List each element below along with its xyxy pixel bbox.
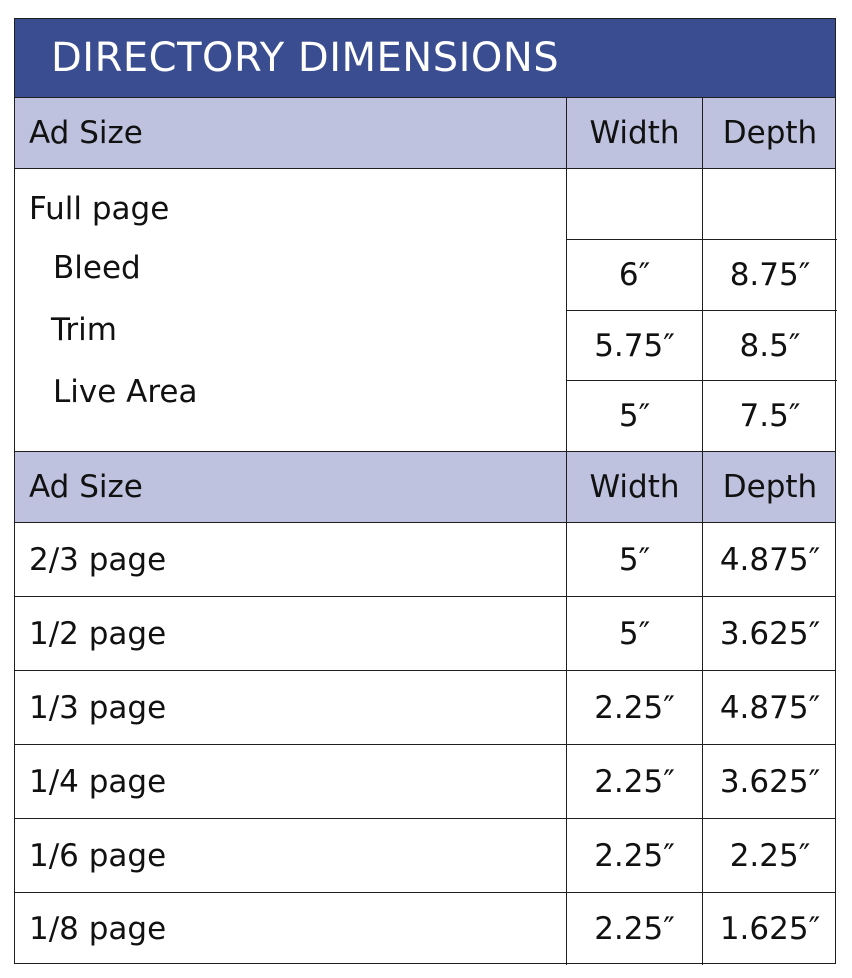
ad-size-cell: 2/3 page bbox=[29, 541, 167, 578]
live-area-label: Live Area bbox=[53, 374, 198, 410]
table-title: DIRECTORY DIMENSIONS bbox=[15, 19, 835, 98]
header-depth: Depth bbox=[702, 452, 837, 522]
table-row bbox=[15, 819, 835, 893]
trim-width: 5.75″ bbox=[566, 311, 702, 381]
header-ad-size: Ad Size bbox=[29, 115, 143, 151]
depth-cell: 4.875″ bbox=[702, 523, 837, 596]
bleed-width: 6″ bbox=[566, 240, 702, 311]
header-width: Width bbox=[566, 98, 702, 168]
live-area-width: 5″ bbox=[566, 381, 702, 451]
full-page-label: Full page bbox=[29, 191, 170, 227]
table-row bbox=[15, 523, 835, 597]
full-page-width-empty bbox=[566, 169, 702, 240]
header-width: Width bbox=[566, 452, 702, 522]
width-cell: 2.25″ bbox=[566, 745, 702, 818]
bleed-depth: 8.75″ bbox=[702, 240, 837, 311]
ad-size-cell: 1/3 page bbox=[29, 689, 167, 726]
width-cell: 5″ bbox=[566, 523, 702, 596]
trim-label: Trim bbox=[51, 312, 117, 348]
width-cell: 5″ bbox=[566, 597, 702, 670]
header-depth: Depth bbox=[702, 98, 837, 168]
full-page-block bbox=[15, 169, 835, 452]
trim-depth: 8.5″ bbox=[702, 311, 837, 381]
ad-size-cell: 1/4 page bbox=[29, 763, 167, 800]
table-row bbox=[15, 893, 835, 965]
bleed-label: Bleed bbox=[53, 250, 141, 286]
table-row bbox=[15, 597, 835, 671]
ad-size-cell: 1/6 page bbox=[29, 837, 167, 874]
directory-dimensions-table bbox=[14, 18, 836, 964]
live-area-depth: 7.5″ bbox=[702, 381, 837, 451]
width-cell: 2.25″ bbox=[566, 671, 702, 744]
depth-cell: 3.625″ bbox=[702, 597, 837, 670]
width-cell: 2.25″ bbox=[566, 819, 702, 892]
full-page-depth-empty bbox=[702, 169, 837, 240]
header-ad-size: Ad Size bbox=[29, 469, 143, 505]
header-row-2 bbox=[15, 452, 835, 523]
ad-size-cell: 1/8 page bbox=[29, 911, 167, 947]
header-row bbox=[15, 98, 835, 169]
depth-cell: 2.25″ bbox=[702, 819, 837, 892]
table-row bbox=[15, 745, 835, 819]
depth-cell: 1.625″ bbox=[702, 893, 837, 965]
depth-cell: 3.625″ bbox=[702, 745, 837, 818]
table-row bbox=[15, 671, 835, 745]
ad-size-cell: 1/2 page bbox=[29, 615, 167, 652]
width-cell: 2.25″ bbox=[566, 893, 702, 965]
depth-cell: 4.875″ bbox=[702, 671, 837, 744]
